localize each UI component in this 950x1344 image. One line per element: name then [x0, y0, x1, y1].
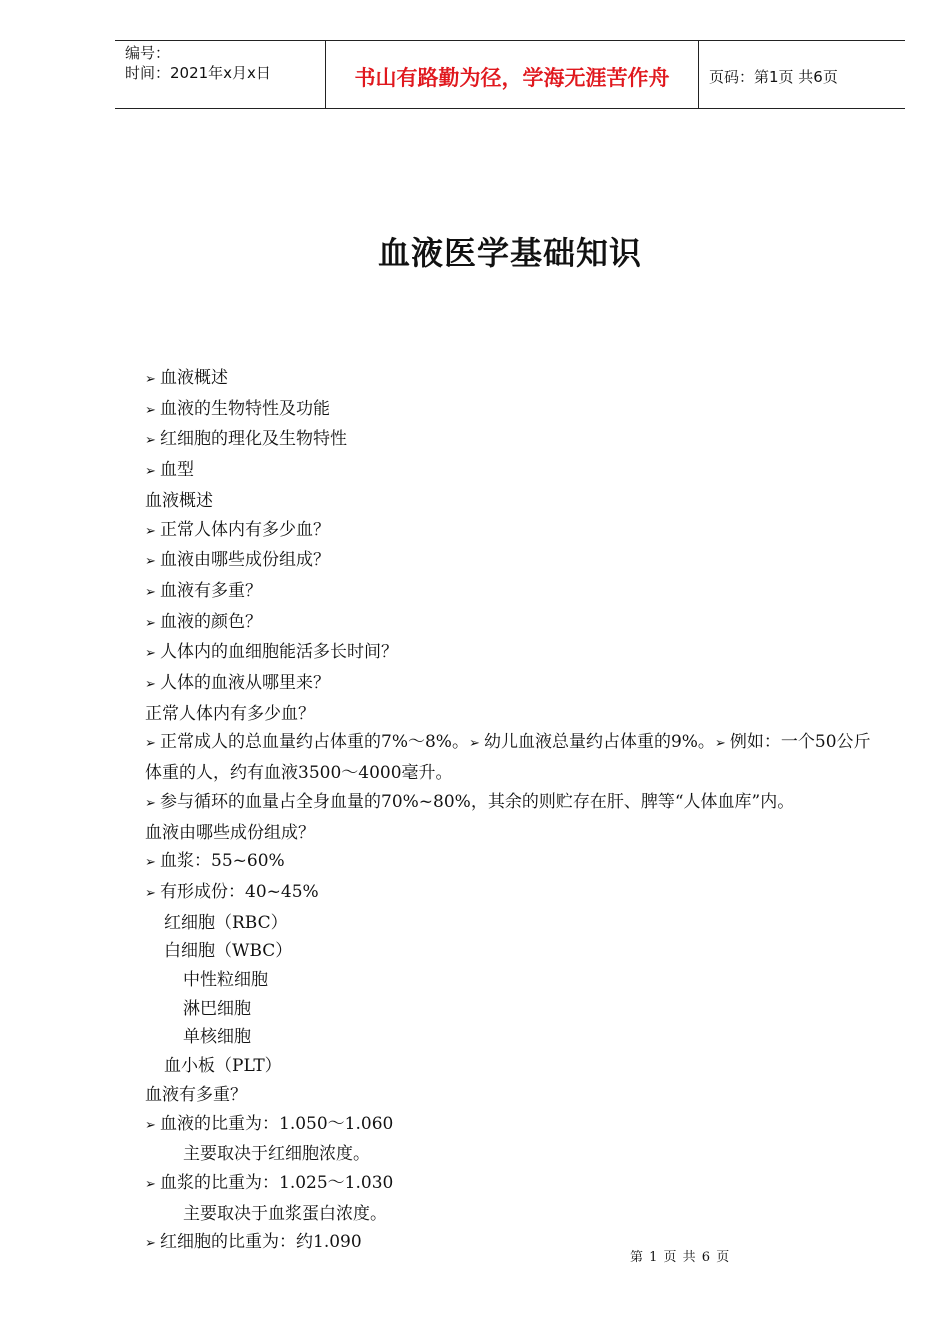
arrow-bullet-icon: ➢: [468, 736, 480, 752]
arrow-bullet-icon: ➢: [145, 464, 156, 480]
question-item: ➢ 血液由哪些成份组成？: [145, 546, 875, 577]
section-heading: 血液概述: [145, 490, 213, 511]
header-page-label: 页码：第1页 共6页: [709, 68, 838, 86]
weight-note: 主要取决于红细胞浓度。: [183, 1144, 370, 1165]
toc-item: ➢ 血液的生物特性及功能: [145, 395, 875, 426]
arrow-bullet-icon: ➢: [145, 736, 156, 752]
question-item: ➢ 正常人体内有多少血？: [145, 516, 875, 547]
toc-item: ➢ 血型: [145, 456, 875, 487]
arrow-bullet-icon: ➢: [145, 677, 156, 693]
arrow-bullet-icon: ➢: [145, 523, 156, 539]
header-meta-cell: [115, 41, 326, 108]
component-subitem: 白细胞（WBC）: [164, 941, 293, 962]
arrow-bullet-icon: ➢: [145, 855, 156, 871]
arrow-bullet-icon: ➢: [145, 1176, 156, 1192]
header-motto: 书山有路勤为径，学海无涯苦作舟: [326, 41, 699, 108]
arrow-bullet-icon: ➢: [145, 402, 156, 418]
header-date-label: 时间：2021年x月x日: [125, 64, 271, 82]
component-subitem: 血小板（PLT）: [164, 1056, 282, 1077]
weight-item: ➢ 血液的比重为：1.050～1.060: [145, 1110, 875, 1141]
arrow-bullet-icon: ➢: [145, 554, 156, 570]
arrow-bullet-icon: ➢: [145, 584, 156, 600]
page-footer: 第 1 页 共 6 页: [630, 1250, 731, 1265]
weight-item: ➢ 血浆的比重为：1.025～1.030: [145, 1169, 875, 1200]
arrow-bullet-icon: ➢: [145, 885, 156, 901]
arrow-bullet-icon: ➢: [714, 736, 726, 752]
arrow-bullet-icon: ➢: [145, 1117, 156, 1133]
question-item: ➢ 人体内的血细胞能活多长时间？: [145, 638, 875, 669]
toc-item: ➢ 血液概述: [145, 364, 875, 395]
component-subsubitem: 中性粒细胞: [183, 970, 268, 991]
volume-paragraph: ➢ 参与循环的血量占全身血量的70%~80%，其余的则贮存在肝、脾等“人体血库”内。: [145, 788, 875, 819]
weight-note: 主要取决于血浆蛋白浓度。: [183, 1203, 387, 1224]
question-item: ➢ 人体的血液从哪里来？: [145, 669, 875, 700]
component-item: ➢ 有形成份：40~45%: [145, 878, 875, 909]
page-header: [115, 40, 905, 109]
weight-item: ➢ 红细胞的比重为：约1.090: [145, 1228, 875, 1259]
arrow-bullet-icon: ➢: [145, 1236, 156, 1252]
section-heading: 正常人体内有多少血？: [145, 703, 315, 724]
arrow-bullet-icon: ➢: [145, 372, 156, 387]
volume-paragraph: ➢ 正常成人的总血量约占体重的7%～8%。➢ 幼儿血液总量约占体重的9%。➢ 例如：一个50公斤体重的人，约有血液3500～4000毫升。: [145, 732, 871, 784]
arrow-bullet-icon: ➢: [145, 795, 156, 811]
component-subsubitem: 单核细胞: [183, 1027, 251, 1048]
component-subitem: 红细胞（RBC）: [164, 912, 288, 933]
header-number-label: 编号：: [125, 44, 171, 62]
question-item: ➢ 血液的颜色？: [145, 608, 875, 639]
question-item: ➢ 血液有多重？: [145, 577, 875, 608]
arrow-bullet-icon: ➢: [145, 646, 156, 662]
arrow-bullet-icon: ➢: [145, 433, 156, 449]
document-body: [145, 364, 875, 1259]
component-subsubitem: 淋巴细胞: [183, 998, 251, 1019]
section-heading: 血液有多重？: [145, 1084, 247, 1105]
component-item: ➢ 血浆：55~60%: [145, 847, 875, 878]
arrow-bullet-icon: ➢: [145, 615, 156, 631]
section-heading: 血液由哪些成份组成？: [145, 822, 315, 843]
toc-item: ➢ 红细胞的理化及生物特性: [145, 425, 875, 456]
document-title: 血液医学基础知识: [377, 234, 642, 272]
